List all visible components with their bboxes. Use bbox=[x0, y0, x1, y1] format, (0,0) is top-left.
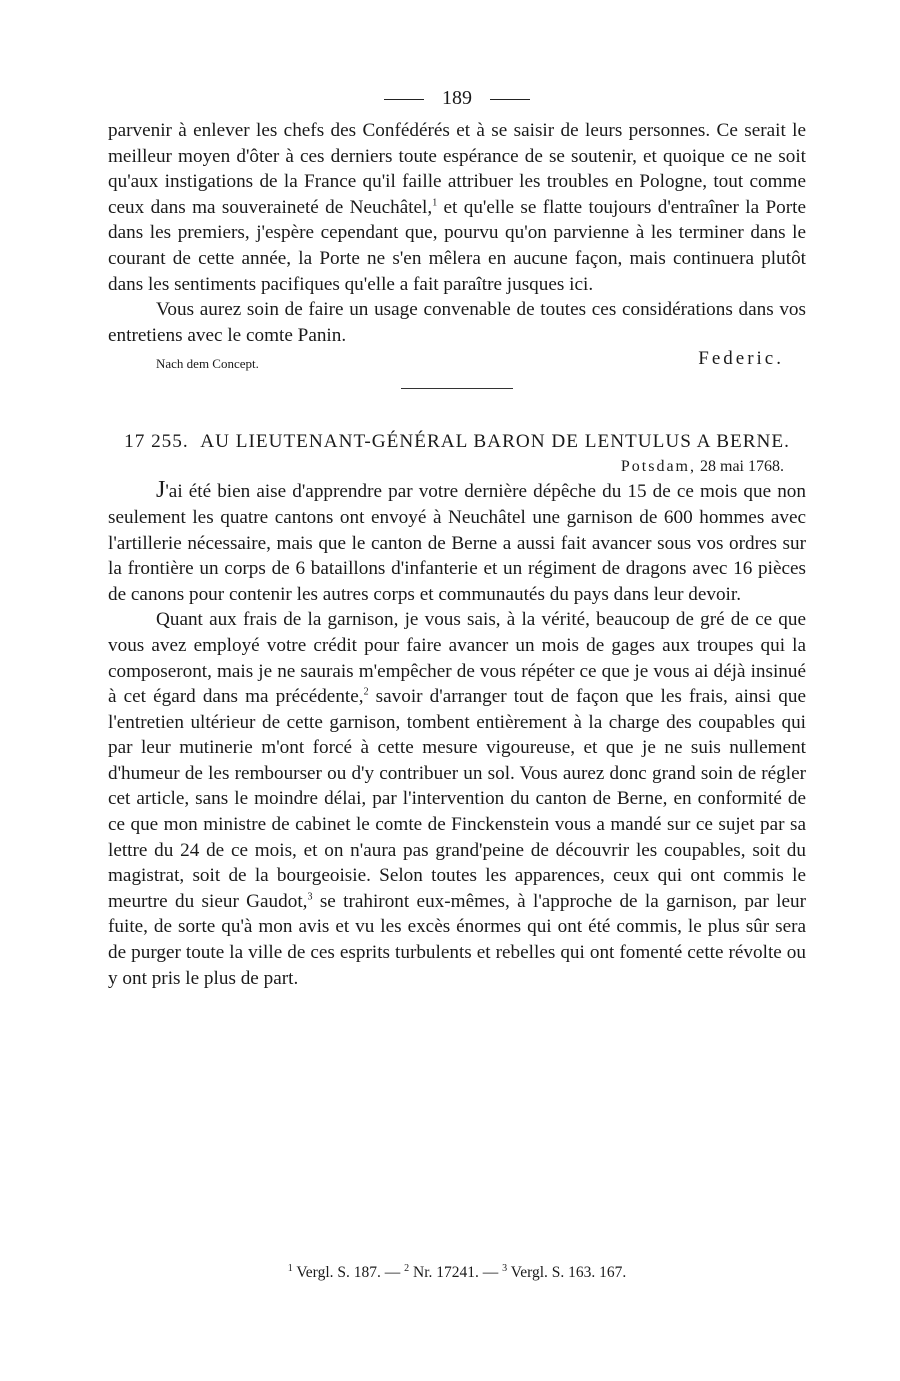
page-body bbox=[108, 84, 806, 1281]
letter-heading bbox=[108, 429, 806, 454]
footnote-separator-1: — bbox=[384, 1264, 401, 1281]
letter-place: Potsdam, bbox=[620, 458, 696, 476]
footnote-mark-2: 2 bbox=[404, 1262, 410, 1274]
signature: Federic. bbox=[698, 348, 784, 370]
header-rule-right bbox=[490, 99, 530, 100]
initial-letter: J bbox=[156, 477, 166, 504]
letter-title: AU LIEUTENANT-GÉNÉRAL BARON DE LENTULUS A BERNE. bbox=[200, 431, 790, 453]
source-signature-row bbox=[108, 348, 806, 378]
footnote-mark-3: 3 bbox=[502, 1262, 508, 1274]
letter-paragraph-2-text-b: savoir d'arranger tout de façon que les frais, ainsi que l'entretien ultérieur de cette garnison, tombent entièrement à la charge des coupables qui par leur mutinerie m'ont forcé à cette mesure vigoureuse, et que je ne suis nullement d'humeur de les rembourser ou d'y contribuer un sol. Vous aurez donc grand soin de régler cet article, sans le moindre délai, par l'intervention du canton de Berne, en conformité de ce que mon ministre de cabinet le comte de Finckenstein vous a mandé sur ce sujet par sa lettre du 24 de ce mois, et on n'aura pas grand'peine de découvrir les coupables, soit du magistrat, soit de la bourgeoisie. Selon toutes les apparences, ceux qui ont commis le meurtre du sieur Gaudot, bbox=[108, 686, 806, 912]
footnote-2: Nr. 17241. bbox=[413, 1264, 479, 1281]
source-note: Nach dem Concept. bbox=[156, 356, 259, 372]
letter-date: 28 mai 1768. bbox=[700, 458, 784, 476]
footnote-separator-2: — bbox=[482, 1264, 499, 1281]
carryover-text: parvenir à enlever les chefs des Confédérés et à se saisir de leurs personnes. Ce serait le meilleur moyen d'ôter à ces derniers toute espérance de se soutenir, et quoique ce ne soit qu'aux instigations de la France qu'il faille attribuer les troubles en Pologne, tout comme ceux dans ma souveraineté de Neuchâtel, bbox=[108, 120, 806, 218]
footnote-3: Vergl. S. 163. 167. bbox=[510, 1264, 627, 1281]
page-header bbox=[108, 84, 806, 112]
footnote-ref-3[interactable]: 3 bbox=[307, 891, 313, 903]
carryover-text-continued: et qu'elle se flatte toujours d'entraîner la Porte dans les premiers, j'espère cependant que, pourvu qu'on parvienne à les terminer dans le courant de cette année, la Porte ne s'en mêlera en aucune façon, mais continuera plutôt dans les sentiments pacifiques qu'elle a fait paraître jusques ici. bbox=[108, 196, 806, 295]
letter-paragraph-2-text-a: Quant aux frais de la garnison, je vous sais, à la vérité, beaucoup de gré de ce que vous avez employé votre crédit pour faire avancer un mois de gages aux troupes qui la composeront, mais je ne saurais m'empêcher de vous répéter ce que je vous ai déjà insinué à cet égard dans ma précédente, bbox=[108, 609, 806, 708]
footnote-mark-1: 1 bbox=[287, 1262, 293, 1274]
letter-paragraph-1 bbox=[108, 478, 806, 607]
letter-paragraph-1-text: 'ai été bien aise d'apprendre par votre dernière dépêche du 15 de ce mois que non seulement les quatre cantons ont envoyé à Neuchâtel une garnison de 600 hommes avec l'artillerie nécessaire, mais que le canton de Berne a aussi fait avancer sous vos ordres sur la frontière un corps de 6 bataillons d'infanterie et un régiment de dragons avec 16 pièces de canons pour contenir les autres corps et communautés du pays dans leur devoir. bbox=[108, 481, 806, 605]
footnote-ref-1[interactable]: 1 bbox=[432, 197, 438, 209]
letter-paragraph-2 bbox=[108, 607, 806, 991]
footnote-ref-2[interactable]: 2 bbox=[363, 686, 369, 698]
header-rule-left bbox=[384, 99, 424, 100]
closing-paragraph: Vous aurez soin de faire un usage convenable de toutes ces considérations dans vos entretiens avec le comte Panin. bbox=[108, 299, 806, 346]
place-date-line bbox=[108, 456, 806, 478]
section-divider bbox=[401, 388, 513, 389]
footnote-1: Vergl. S. 187. bbox=[296, 1264, 381, 1281]
letter-number: 17 255. bbox=[124, 431, 189, 453]
carryover-paragraph bbox=[108, 118, 806, 297]
letter-paragraph-2-text-c: se trahiront eux-mêmes, à l'approche de la garnison, par leur fuite, de sorte qu'à mon avis et vu les excès énormes qui ont été commis, le plus sûr sera de purger toute la ville de ces esprits turbulents et rebelles qui ont fomenté cette révolte ou y ont pris le plus de part. bbox=[108, 890, 806, 989]
footnotes bbox=[108, 1264, 806, 1282]
page-number: 189 bbox=[442, 87, 472, 109]
